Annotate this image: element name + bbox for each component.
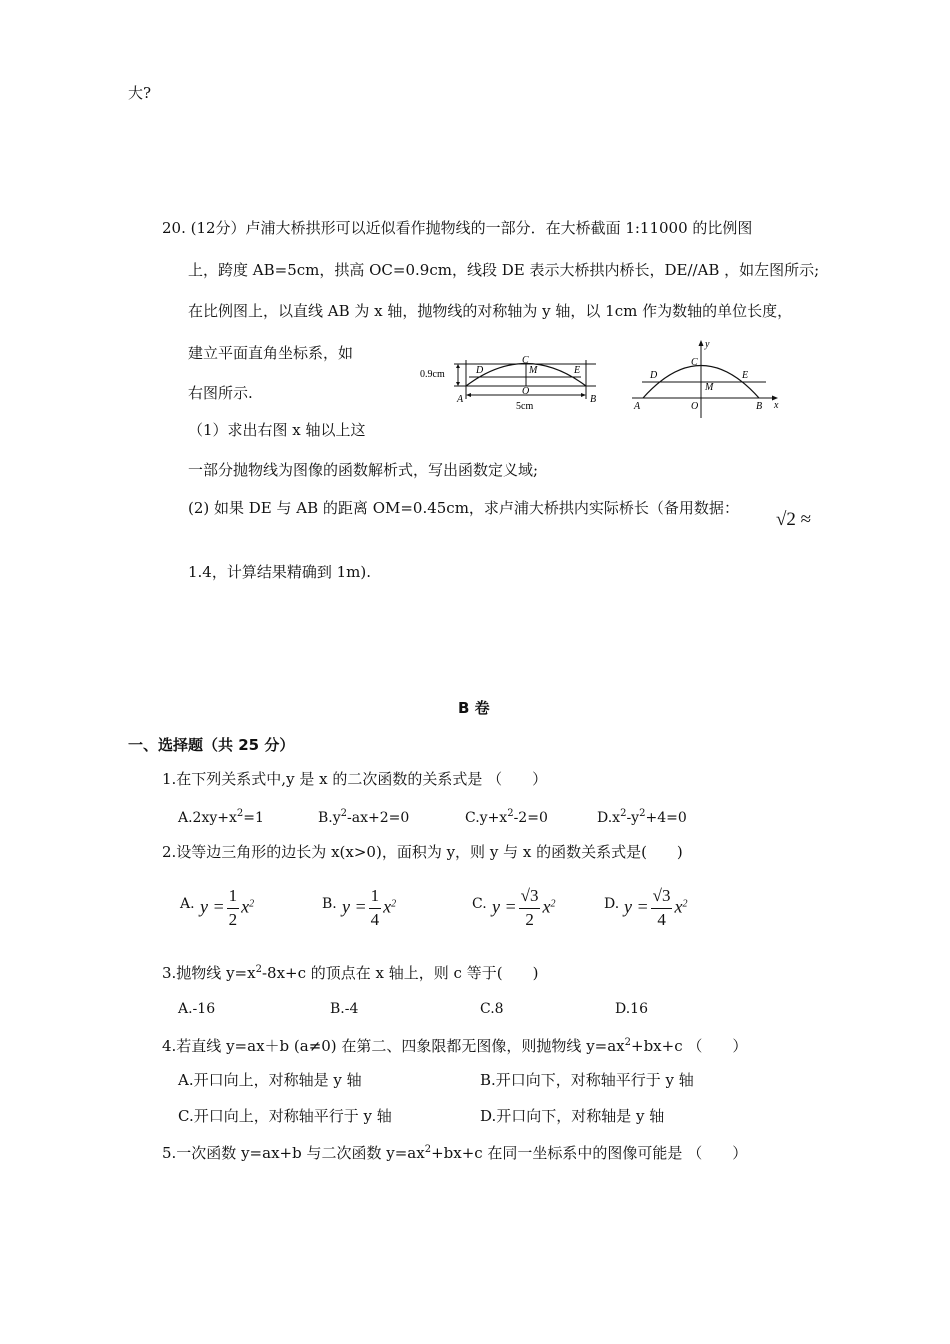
q3-option-a: A.-16 [178, 1001, 216, 1017]
fig-left-height-label: 0.9cm [420, 369, 445, 380]
q20-line-1: 20. (12分）卢浦大桥拱形可以近似看作抛物线的一部分．在大桥截面 1:11000 的比例图 [162, 219, 753, 237]
q2-option-b-label: B. [322, 896, 337, 912]
q20-line-5: 右图所示. [188, 384, 253, 402]
q4-option-c: C.开口向上，对称轴平行于 y 轴 [178, 1107, 392, 1125]
coordinate-figure [628, 338, 783, 420]
q4-option-d: D.开口向下，对称轴是 y 轴 [480, 1107, 665, 1125]
q1-option-c: $C.y+x^2-2=0$ [465, 808, 548, 826]
q2-option-a-label: A. [180, 896, 195, 912]
q2-option-c-label: C. [472, 896, 487, 912]
q1-option-b: $B.y^2-ax+2=0$ [318, 808, 410, 826]
q20-line-7: 一部分抛物线为图像的函数解析式，写出函数定义域; [188, 461, 539, 479]
fig-left-label-b: B [590, 394, 597, 405]
section-b-title: B 卷 [458, 699, 490, 717]
q3-option-d: D.16 [615, 1001, 648, 1017]
fig-right-label-o: O [691, 401, 699, 412]
sqrt2-approx: √2 ≈ [776, 509, 812, 530]
fig-right-label-x: x [774, 400, 779, 411]
q20-line-9: 1.4，计算结果精确到 1m). [188, 563, 372, 581]
q4-stem: 4.若直线 y=ax＋b (a≠0) 在第二、四象限都无图像，则抛物线 $y=ax^2+bx+c$ （ ） [162, 1037, 748, 1055]
q3-option-b: B.-4 [330, 1001, 359, 1017]
q2-option-d-formula: y = $\frac{√3}{4}$ $x^2$ [624, 886, 688, 929]
q2-option-b-formula: y = $\frac{1}{4}$ $x^2$ [342, 886, 397, 929]
fig-right-label-y: y [705, 339, 710, 350]
q2-option-c-formula: y = $\frac{√3}{2}$ $x^2$ [492, 886, 556, 929]
fig-right-label-e: E [742, 370, 749, 381]
q2-option-a-formula: y = $\frac{1}{2}$ $x^2$ [200, 886, 255, 929]
section-b-heading: 一、选择题（共 25 分） [128, 736, 295, 754]
q3-option-c: C.8 [480, 1001, 504, 1017]
fig-right-label-d: D [650, 370, 658, 381]
fig-right-label-a: A [634, 401, 641, 412]
fig-left-span-label: 5cm [516, 401, 534, 412]
fig-left-label-d: D [476, 365, 484, 376]
q2-option-d-label: D. [604, 896, 620, 912]
fig-left-label-c: C [522, 355, 529, 366]
fig-left-label-m: M [529, 365, 538, 376]
bridge-scale-figure [418, 355, 610, 415]
q20-line-3: 在比例图上，以直线 AB 为 x 轴，抛物线的对称轴为 y 轴，以 1cm 作为数轴的单位长度， [188, 302, 793, 320]
q20-line-6: （1）求出右图 x 轴以上这 [188, 421, 366, 439]
fig-left-label-e: E [574, 365, 581, 376]
fig-right-label-c: C [691, 357, 698, 368]
q1-option-d: $D.x^2-y^2+4=0$ [597, 808, 687, 826]
q20-line-2: 上，跨度 AB=5cm，拱高 OC=0.9cm，线段 DE 表示大桥拱内桥长，DE//AB ，如左图所示; [188, 261, 820, 279]
q3-stem: 3.抛物线 $y=x^2-8x+c$ 的顶点在 x 轴上，则 c 等于( ) [162, 964, 539, 982]
q5-stem: 5.一次函数 y=ax+b 与二次函数 $y=ax^2+bx+c$ 在同一坐标系中的图像可能是 （ ） [162, 1144, 748, 1162]
fig-right-label-b: B [756, 401, 763, 412]
fig-right-label-m: M [705, 382, 714, 393]
q2-stem: 2.设等边三角形的边长为 x(x>0)，面积为 y，则 y 与 x 的函数关系式是( ) [162, 843, 683, 861]
q1-option-a: $A.2xy+x^2=1$ [178, 808, 264, 826]
q20-line-8: (2) 如果 DE 与 AB 的距离 OM=0.45cm，求卢浦大桥拱内实际桥长（备用数据： [188, 499, 739, 517]
q1-stem: 1.在下列关系式中,y 是 x 的二次函数的关系式是 （ ） [162, 770, 548, 788]
q4-option-b: B.开口向下，对称轴平行于 y 轴 [480, 1071, 694, 1089]
fig-left-label-a: A [457, 394, 464, 405]
previous-question-fragment: 大? [128, 84, 152, 102]
q4-option-a: A.开口向上，对称轴是 y 轴 [178, 1071, 362, 1089]
q20-line-4: 建立平面直角坐标系，如 [188, 344, 354, 362]
fig-left-label-o: O [522, 386, 530, 397]
